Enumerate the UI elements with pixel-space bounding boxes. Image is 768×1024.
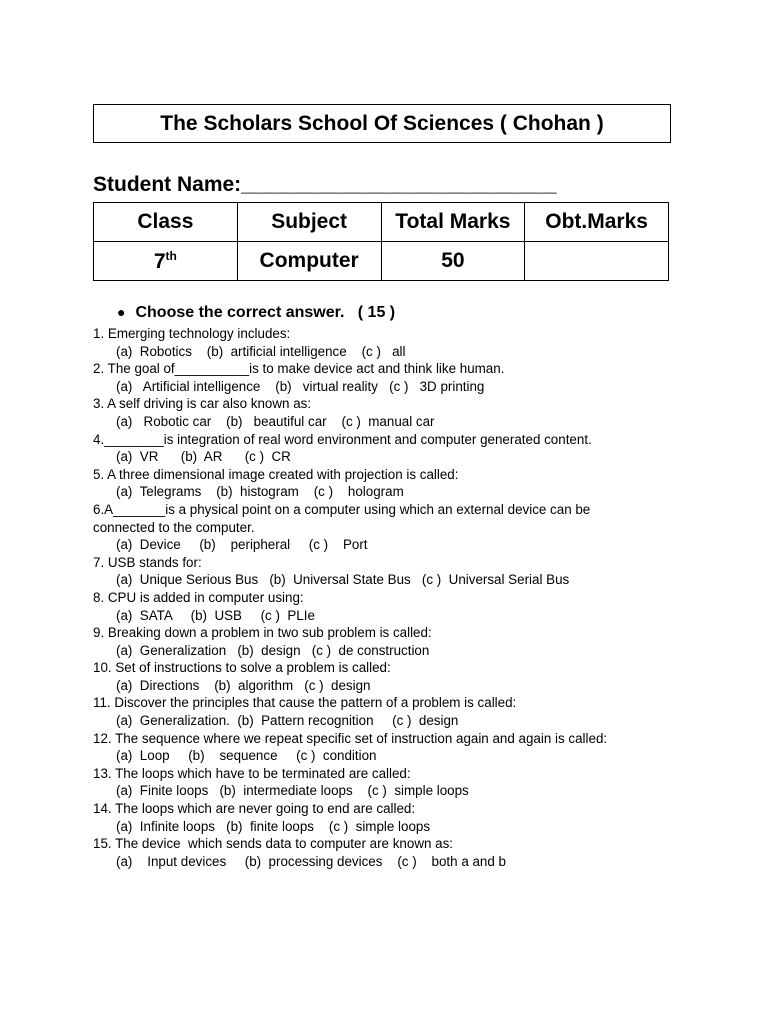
question-item [93, 694, 653, 729]
question-text: 3. A self driving is car also known as: [93, 396, 312, 412]
question-options: (a) Directions (b) algorithm (c ) design [116, 677, 371, 693]
question-options: (a) Generalization. (b) Pattern recognition (c ) design [116, 713, 459, 729]
question-text: 1. Emerging technology includes: [93, 326, 291, 341]
school-title: The Scholars School Of Sciences ( Chohan ) [93, 104, 671, 143]
question-options: (a) Finite loops (b) intermediate loops (c ) simple loops [116, 783, 469, 799]
class-number: 7 [153, 249, 166, 273]
student-name-field: Student Name:___________________________ [93, 173, 557, 196]
question-item [93, 501, 653, 554]
class-value [94, 242, 238, 281]
question-text: 12. The sequence where we repeat specific set of instruction again and again is called: [93, 730, 608, 746]
question-item [93, 659, 653, 694]
class-suffix: th [165, 248, 177, 263]
question-item [93, 765, 653, 800]
header-subject: Subject [237, 203, 381, 242]
question-text: 13. The loops which have to be terminated are called: [93, 765, 411, 781]
total-marks-value: 50 [381, 242, 525, 281]
question-options: (a) Input devices (b) processing devices (c ) both a and b [116, 853, 506, 869]
question-item [93, 800, 653, 835]
header-obt-marks: Obt.Marks [525, 203, 669, 242]
instruction-heading [117, 304, 395, 322]
question-text: 14. The loops which are never going to end are called: [93, 801, 416, 817]
question-options: (a) Robotics (b) artificial intelligence (c ) all [116, 343, 406, 359]
question-item [93, 589, 653, 624]
question-item [93, 360, 653, 395]
question-options: (a) Loop (b) sequence (c ) condition [116, 748, 377, 764]
question-text: 5. A three dimensional image created with projection is called: [93, 466, 459, 482]
bullet-icon: ● [117, 304, 126, 320]
question-options: (a) Robotic car (b) beautiful car (c ) manual car [116, 413, 435, 429]
question-text: 2. The goal of__________is to make device act and think like human. [93, 361, 505, 377]
info-table-header-row [94, 203, 669, 242]
question-text: 8. CPU is added in computer using: [93, 589, 304, 605]
question-options: (a) Generalization (b) design (c ) de construction [116, 642, 430, 658]
question-text: 9. Breaking down a problem in two sub problem is called: [93, 625, 432, 641]
question-item [93, 730, 653, 765]
question-item [93, 395, 653, 430]
info-table [93, 202, 669, 281]
question-text: 10. Set of instructions to solve a problem is called: [93, 660, 391, 676]
obt-marks-value [525, 242, 669, 281]
question-item [93, 325, 653, 360]
question-item [93, 466, 653, 501]
subject-value: Computer [237, 242, 381, 281]
question-text: 4.________is integration of real word environment and computer generated content. [93, 431, 592, 447]
question-options: (a) Artificial intelligence (b) virtual reality (c ) 3D printing [116, 378, 485, 394]
question-options: (a) Device (b) peripheral (c ) Port [116, 537, 368, 553]
question-item [93, 624, 653, 659]
info-table-value-row [94, 242, 669, 281]
question-text: 6.A_______is a physical point on a computer using which an external device can be connected to the computer. [93, 501, 591, 535]
question-text: 11. Discover the principles that cause the pattern of a problem is called: [93, 695, 517, 711]
question-item [93, 554, 653, 589]
question-options: (a) Telegrams (b) histogram (c ) hologram [116, 484, 404, 500]
question-item [93, 431, 653, 466]
question-text: 15. The device which sends data to computer are known as: [93, 836, 454, 852]
question-options: (a) VR (b) AR (c ) CR [116, 449, 291, 465]
header-class: Class [94, 203, 238, 242]
question-options: (a) Unique Serious Bus (b) Universal State Bus (c ) Universal Serial Bus [116, 572, 570, 588]
question-item [93, 835, 653, 870]
header-total-marks: Total Marks [381, 203, 525, 242]
question-options: (a) Infinite loops (b) finite loops (c ) simple loops [116, 818, 431, 834]
instruction-text: Choose the correct answer. ( 15 ) [135, 304, 396, 321]
question-list [93, 325, 653, 870]
question-text: 7. USB stands for: [93, 554, 202, 570]
question-options: (a) SATA (b) USB (c ) PLIe [116, 607, 315, 623]
